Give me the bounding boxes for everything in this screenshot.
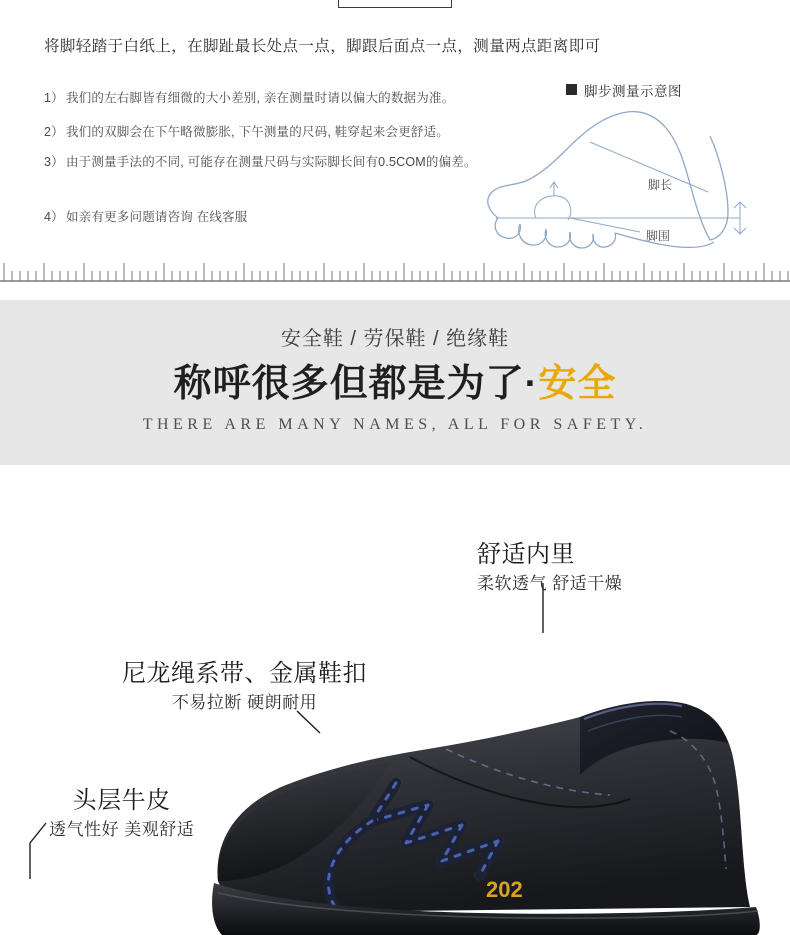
measure-title <box>339 0 453 2</box>
measure-note-1-number: 1） <box>44 91 64 105</box>
foot-measure-diagram <box>470 100 770 275</box>
feature-laces-subtitle: 不易拉断 硬朗耐用 <box>171 693 318 712</box>
feature-laces-title: 尼龙绳系带、金属鞋扣 <box>122 660 367 687</box>
feature-leather-subtitle: 透气性好 美观舒适 <box>49 820 195 839</box>
banner-title <box>0 352 790 407</box>
product-features-section <box>0 465 790 918</box>
banner-title-prefix: 称呼很多但都是为了· <box>173 363 539 405</box>
measure-title-box <box>338 0 452 8</box>
measure-method-section <box>0 0 790 300</box>
diagram-label: 脚步测量示意图 <box>584 84 682 99</box>
measure-note-3 <box>44 152 514 172</box>
measure-note-2 <box>44 122 449 140</box>
measure-note-1 <box>44 88 454 106</box>
feature-laces <box>122 658 367 716</box>
measure-note-4-text: 如亲有更多问题请咨询 在线客服 <box>66 210 248 224</box>
banner-english-subtitle: THERE ARE MANY NAMES, ALL FOR SAFETY. <box>142 416 648 433</box>
banner-title-accent: 安全 <box>538 363 617 405</box>
measure-note-3-text: 由于测量手法的不同, 可能存在测量尺码与实际脚长间有0.5COM的偏差。 <box>66 155 477 169</box>
feature-lining <box>477 539 622 597</box>
measure-note-4-number: 4） <box>44 210 64 224</box>
foot-girth-label: 脚围 <box>646 229 671 243</box>
feature-leather-title: 头层牛皮 <box>72 787 171 814</box>
names-banner-section <box>0 300 790 465</box>
shoe-brand-mark: 202 <box>486 877 523 902</box>
measure-note-1-text: 我们的左右脚皆有细微的大小差别, 亲在测量时请以偏大的数据为准。 <box>66 91 455 105</box>
ruler-graphic <box>0 258 790 282</box>
measure-lead-text: 将脚轻踏于白纸上，在脚趾最长处点一点，脚跟后面点一点，测量两点距离即可 <box>44 38 601 55</box>
banner-subtitle: 安全鞋 / 劳保鞋 / 绝缘鞋 <box>280 328 510 350</box>
feature-lining-subtitle: 柔软透气 舒适干燥 <box>477 574 623 593</box>
feature-leather <box>49 785 194 843</box>
feature-lining-title: 舒适内里 <box>477 541 575 568</box>
foot-length-label: 脚长 <box>648 178 673 192</box>
measure-note-4 <box>44 207 247 225</box>
measure-note-3-number: 3） <box>44 155 64 169</box>
diagram-bullet-icon <box>566 84 577 95</box>
measure-note-2-number: 2） <box>44 125 64 139</box>
measure-note-2-text: 我们的双脚会在下午略微膨胀, 下午测量的尺码, 鞋穿起来会更舒适。 <box>66 125 449 139</box>
